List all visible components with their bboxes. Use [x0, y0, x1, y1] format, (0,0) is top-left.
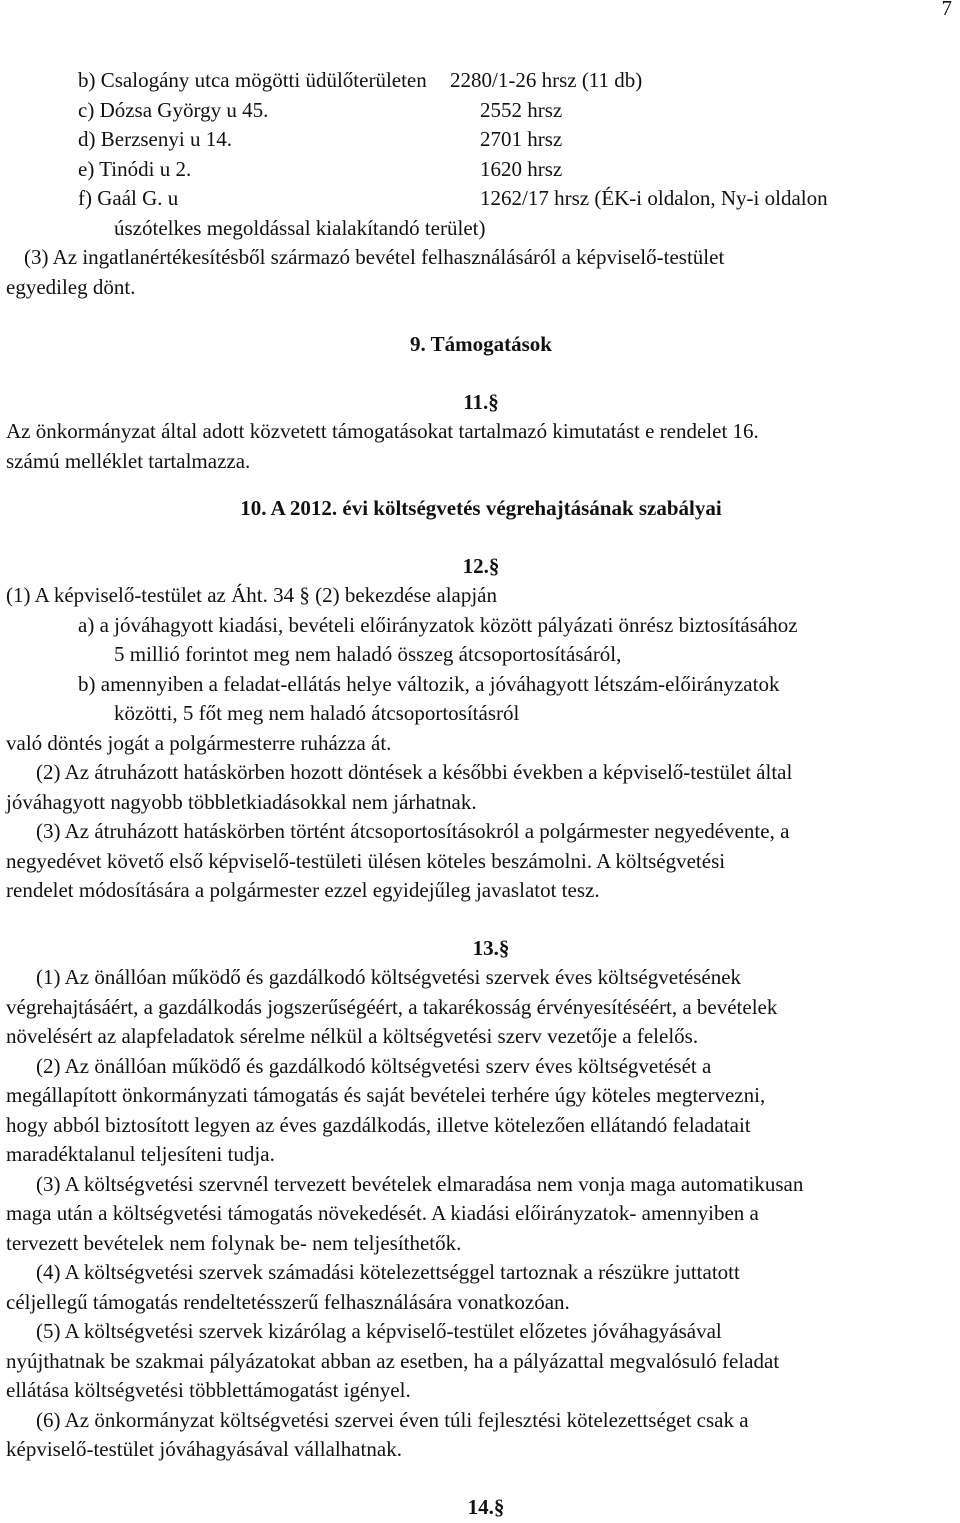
list-item: b) amennyiben a feladat-ellátás helye változik, a jóváhagyott létszám-előirányzatok	[78, 671, 780, 696]
paragraph: (3) Az átruházott hatáskörben történt átcsoportosításokról a polgármester negyedévente, a	[36, 819, 790, 843]
paragraph-line: egyedileg dönt.	[6, 274, 136, 299]
section-sign-icon: §	[488, 389, 499, 414]
list-item: c) Dózsa György u 45. 2552 hrsz	[78, 97, 563, 122]
list-item: f) Gaál G. u 1262/17 hrsz (ÉK-i oldalon, Ny-i oldalon	[78, 186, 828, 210]
section-heading: 10. A 2012. évi költségvetés végrehajtásának szabályai	[240, 496, 722, 520]
parcel-list	[6, 66, 956, 243]
paragraph-line: negyedévet követő első képviselő-testületi ülésen köteles beszámolni. A költségvetési	[6, 848, 726, 873]
paragraph: (2) Az átruházott hatáskörben hozott döntések a későbbi években a képviselő-testület által	[36, 760, 793, 784]
paragraph: (2) Az önállóan működő és gazdálkodó költségvetési szerv éves költségvetését a	[36, 1053, 712, 1078]
list-item-continuation: úszótelkes megoldással kialakítandó terület)	[114, 215, 486, 240]
paragraph-line: nyújthatnak be szakmai pályázatokat abban az esetben, ha a pályázattal megvalósuló feladat	[6, 1348, 780, 1373]
paragraph-line: tervezett bevételek nem folynak be- nem teljesíthetők.	[6, 1230, 462, 1255]
paragraph-line: végrehajtásáért, a gazdálkodás jogszerűségéért, a takarékosság érvényesítéséért, a bevételek	[6, 994, 778, 1019]
article-number: 12.§	[462, 553, 500, 578]
section-sign-icon: §	[498, 935, 510, 960]
paragraph-line: rendelet módosítására a polgármester ezzel egyidejűleg javaslatot tesz.	[6, 878, 600, 902]
paragraph-line: növelésért az alapfeladatok sérelme nélkül a költségvetési szerv vezetője a felelős.	[6, 1024, 699, 1048]
paragraph-line: képviselő-testület jóváhagyásával vállalhatnak.	[6, 1437, 402, 1461]
list-item: e) Tinódi u 2. 1620 hrsz	[78, 156, 563, 181]
paragraph-line: való döntés jogát a polgármesterre ruházza át.	[6, 730, 392, 755]
article-number: 13.§	[472, 935, 510, 960]
section-sign-icon: §	[488, 553, 500, 578]
section-sign-icon: §	[493, 1494, 505, 1519]
paragraph-line: hogy abból biztosított legyen az éves gazdálkodás, illetve kötelezően ellátandó feladatait	[6, 1112, 751, 1137]
paragraph-line: céljellegű támogatás rendeltetésszerű felhasználására vonatkozóan.	[6, 1289, 570, 1314]
list-item: a) a jóváhagyott kiadási, bevételi előirányzatok között pályázati önrész biztosításához	[78, 612, 798, 637]
paragraph: Az önkormányzat által adott közvetett támogatásokat tartalmazó kimutatást e rendelet 16.	[6, 419, 759, 443]
paragraph-line: számú melléklet tartalmazza.	[6, 448, 251, 473]
list-item: d) Berzsenyi u 14. 2701 hrsz	[78, 127, 563, 151]
list-item-continuation: közötti, 5 főt meg nem haladó átcsoportosításról	[114, 701, 520, 725]
paragraph: (3) A költségvetési szervnél tervezett bevételek elmaradása nem vonja maga automatikusan	[36, 1171, 804, 1196]
paragraph: (3) Az ingatlanértékesítésből származó bevétel felhasználásáról a képviselő-testület	[24, 245, 725, 269]
paragraph-line: ellátása költségvetési többlettámogatást igényel.	[6, 1378, 411, 1402]
paragraph: (4) A költségvetési szervek számadási kötelezettséggel tartoznak a részükre juttatott	[36, 1260, 740, 1284]
page-number: 7	[941, 0, 952, 20]
paragraph-line: megállapított önkormányzati támogatás és saját bevételei terhére úgy köteles megtervezni,	[6, 1083, 766, 1107]
document-body	[6, 66, 956, 1522]
list-item-continuation: 5 millió forintot meg nem haladó összeg átcsoportosításáról,	[114, 642, 622, 666]
paragraph-line: maga után a költségvetési támogatás növekedését. A kiadási előirányzatok- amennyiben a	[6, 1201, 759, 1225]
paragraph: (1) A képviselő-testület az Áht. 34 § (2) bekezdése alapján	[6, 583, 497, 607]
list-item: b) Csalogány utca mögötti üdülőterületen 2280/1-26 hrsz (11 db)	[78, 68, 643, 92]
paragraph-line: jóváhagyott nagyobb többletkiadásokkal nem járhatnak.	[6, 789, 477, 814]
paragraph: (1) Az önállóan működő és gazdálkodó költségvetési szervek éves költségvetésének	[36, 965, 742, 989]
article-number: 11.§	[463, 389, 499, 414]
paragraph: (5) A költségvetési szervek kizárólag a képviselő-testület előzetes jóváhagyásával	[36, 1319, 722, 1343]
paragraph-line: maradéktalanul teljesíteni tudja.	[6, 1142, 275, 1166]
section-heading: 9. Támogatások	[410, 332, 552, 356]
article-number: 14.§	[467, 1494, 505, 1519]
paragraph: (6) Az önkormányzat költségvetési szervei éven túli fejlesztési kötelezettséget csak a	[36, 1407, 749, 1432]
